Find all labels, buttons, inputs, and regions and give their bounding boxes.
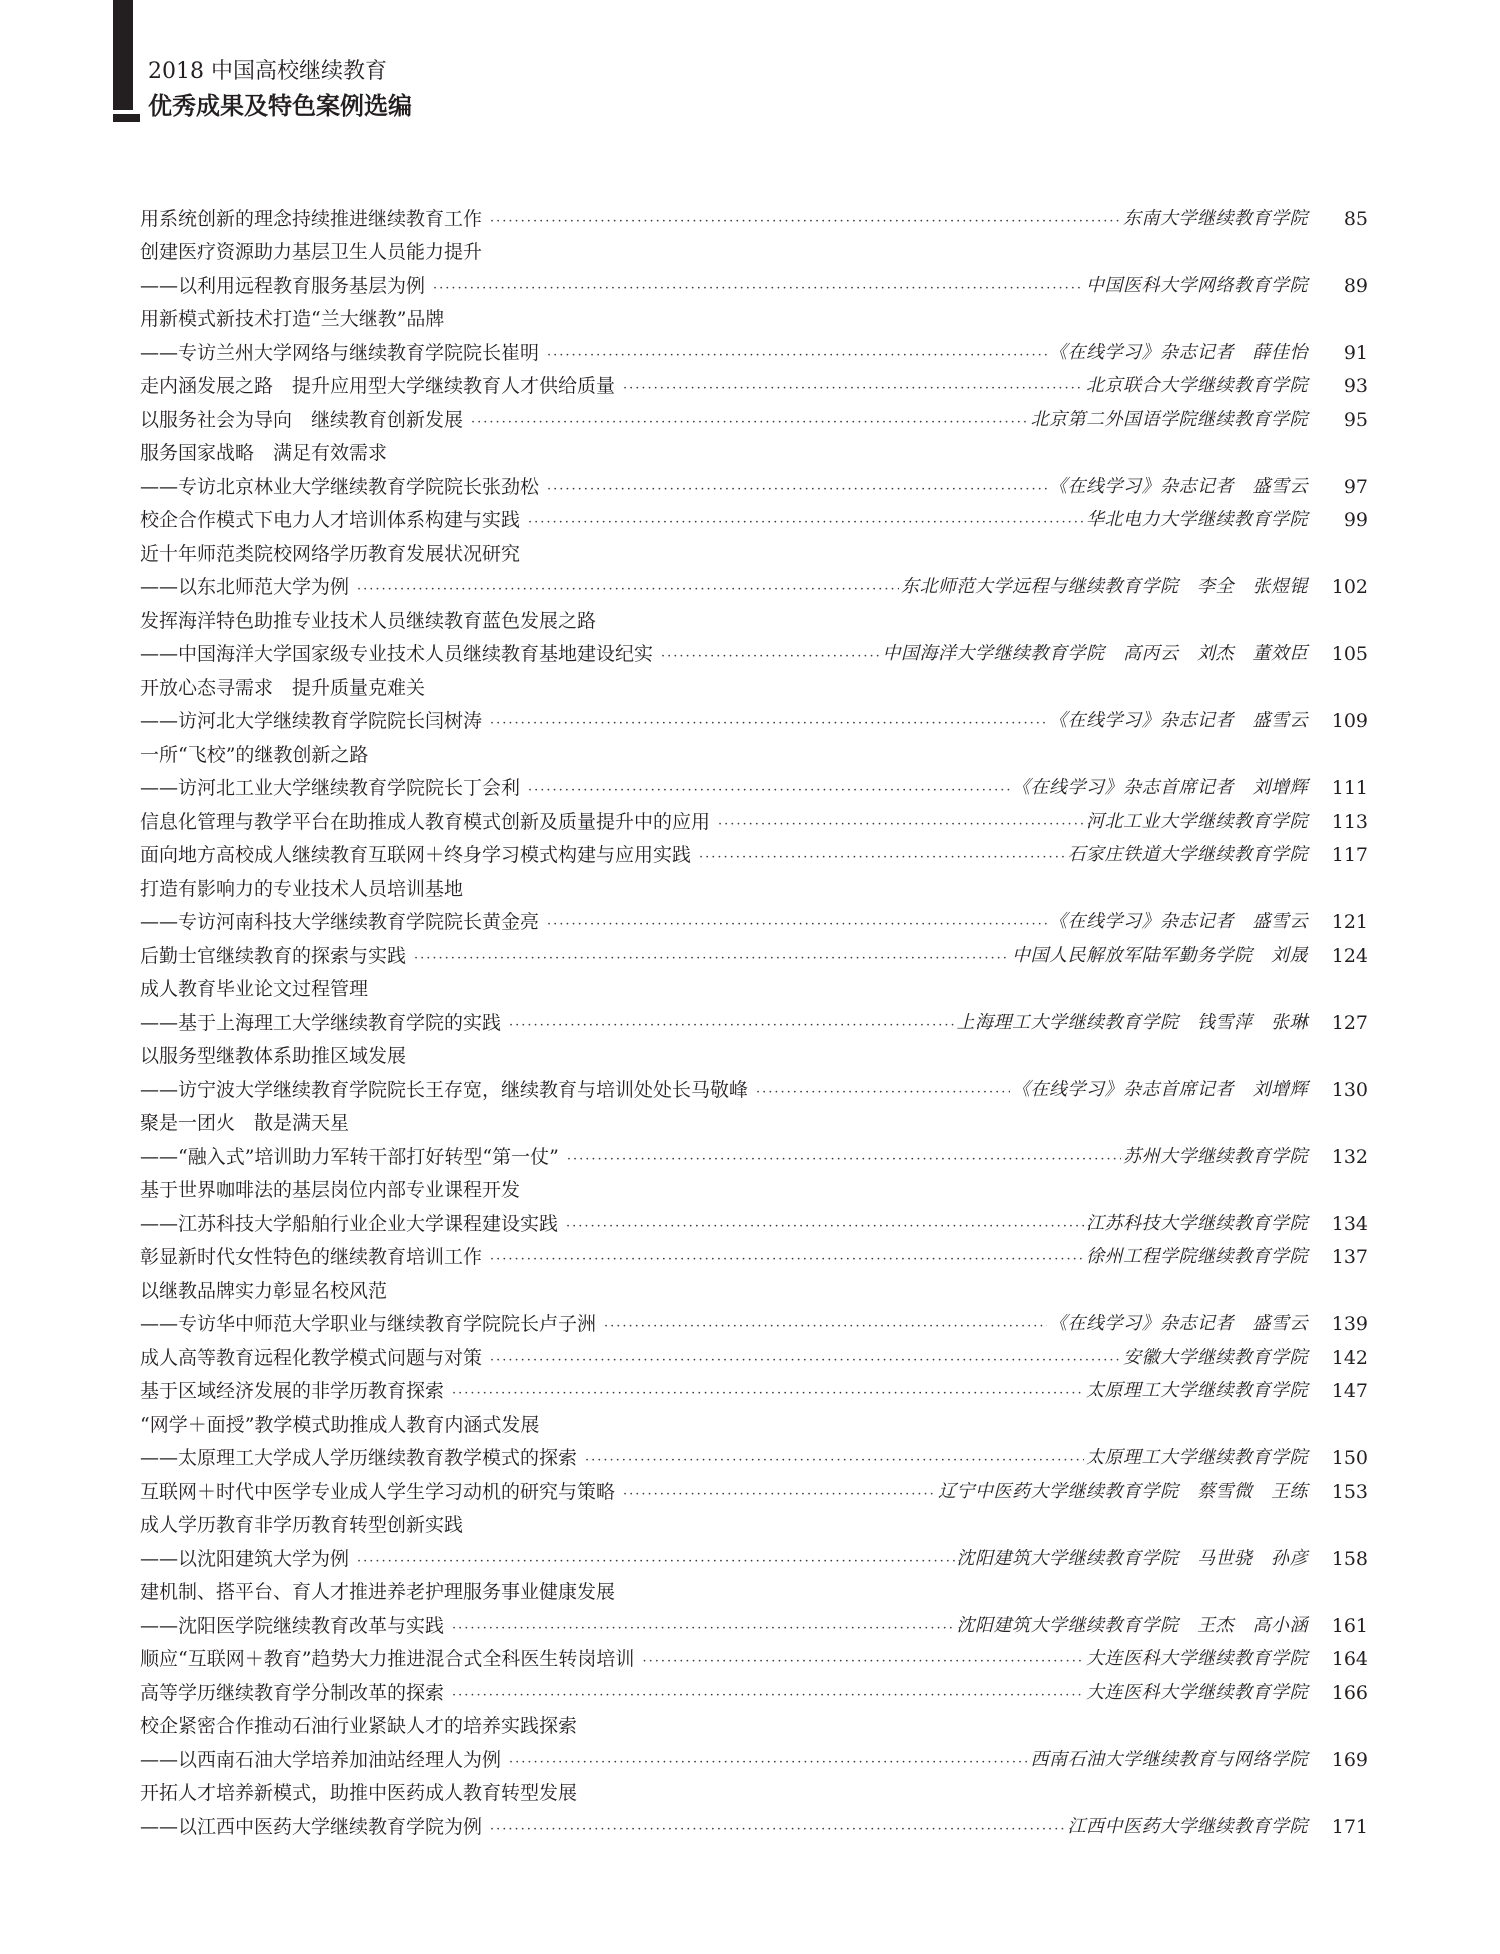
dot-leader (490, 1242, 1084, 1272)
toc-page-number: 153 (1331, 1480, 1368, 1503)
toc-subtitle: ——中国海洋大学国家级专业技术人员继续教育基地建设纪实 (140, 643, 654, 665)
toc-page-number: 132 (1331, 1145, 1368, 1168)
toc-entry[interactable] (140, 1473, 1368, 1507)
toc-entry[interactable] (140, 602, 1368, 669)
toc-subtitle: ——专访河南科技大学继续教育学院院长黄金亮 (140, 911, 540, 933)
toc-title: 面向地方高校成人继续教育互联网＋终身学习模式构建与应用实践 (140, 844, 692, 866)
toc-entry-subtitle-line (140, 1205, 1368, 1239)
dot-leader (490, 706, 1047, 736)
toc-entry-title-line (140, 1272, 1368, 1306)
toc-page-number: 105 (1331, 643, 1368, 665)
toc-subtitle: ——以江西中医药大学继续教育学院为例 (140, 1815, 483, 1838)
toc-title: 近十年师范类院校网络学历教育发展状况研究 (140, 542, 521, 565)
toc-entry[interactable] (140, 1641, 1368, 1675)
toc-page-number: 91 (1343, 341, 1368, 364)
toc-page-number: 134 (1331, 1212, 1368, 1235)
dot-leader (623, 371, 1084, 401)
toc-page-number: 158 (1331, 1547, 1368, 1570)
dot-leader (567, 1142, 1121, 1172)
toc-source: 辽宁中医药大学继续教育学院 蔡雪微 王练 (938, 1480, 1308, 1502)
toc-subtitle: ——以东北师范大学为例 (140, 576, 350, 598)
dot-leader (642, 1644, 1084, 1674)
toc-page-number: 124 (1331, 944, 1368, 967)
dot-leader (433, 271, 1084, 301)
toc-entry[interactable] (140, 1674, 1368, 1708)
toc-subtitle: ——专访华中师范大学职业与继续教育学院院长卢子洲 (140, 1313, 597, 1335)
toc-subtitle: ——基于上海理工大学继续教育学院的实践 (140, 1011, 502, 1034)
toc-entry-subtitle-line (140, 1071, 1368, 1105)
toc-source: 《在线学习》杂志记者 盛雪云 (1049, 710, 1308, 731)
toc-entry[interactable] (140, 1708, 1368, 1775)
dot-leader (566, 1209, 1084, 1239)
toc-source: 安徽大学继续教育学院 (1123, 1346, 1308, 1368)
toc-title: 基于区域经济发展的非学历教育探索 (140, 1380, 445, 1402)
toc-entry-subtitle-line (140, 1607, 1368, 1641)
toc-entry-title-line (140, 736, 1368, 770)
toc-source: 《在线学习》杂志首席记者 刘增辉 (1012, 777, 1308, 798)
toc-title: 以继教品牌实力彰显名校风范 (140, 1279, 388, 1302)
toc-entry-title-line (140, 1105, 1368, 1139)
toc-entry[interactable] (140, 1339, 1368, 1373)
dot-leader (623, 1477, 936, 1507)
dot-leader (471, 405, 1028, 435)
toc-title: 创建医疗资源助力基层卫生人员能力提升 (140, 241, 483, 263)
toc-entry-title-line (140, 837, 1368, 871)
toc-entry-subtitle-line (140, 636, 1368, 670)
toc-entry[interactable] (140, 870, 1368, 937)
toc-title: 发挥海洋特色助推专业技术人员继续教育蓝色发展之路 (140, 609, 597, 632)
dot-leader (547, 338, 1047, 368)
toc-entry[interactable] (140, 736, 1368, 803)
dot-leader (528, 505, 1084, 535)
toc-entry[interactable] (140, 837, 1368, 871)
toc-entry-title-line (140, 1406, 1368, 1440)
toc-entry[interactable] (140, 971, 1368, 1038)
toc-title: 基于世界咖啡法的基层岗位内部专业课程开发 (140, 1179, 521, 1201)
toc-entry-title-line (140, 1172, 1368, 1206)
toc-entry-subtitle-line (140, 770, 1368, 804)
toc-entry-subtitle-line (140, 1808, 1368, 1842)
toc-source: 华北电力大学继续教育学院 (1086, 509, 1308, 530)
table-of-contents (140, 200, 1368, 1842)
toc-entry-subtitle-line (140, 334, 1368, 368)
toc-page-number: 113 (1331, 810, 1368, 833)
toc-source: 北京联合大学继续教育学院 (1086, 375, 1308, 396)
toc-entry-title-line (140, 1038, 1368, 1072)
toc-entry-title-line (140, 803, 1368, 837)
toc-source: 苏州大学继续教育学院 (1123, 1145, 1308, 1167)
toc-entry-subtitle-line (140, 1440, 1368, 1474)
toc-subtitle: ——以利用远程教育服务基层为例 (140, 274, 426, 297)
toc-title: 服务国家战略 满足有效需求 (140, 442, 388, 464)
toc-entry-subtitle-line (140, 267, 1368, 301)
toc-entry-title-line (140, 669, 1368, 703)
toc-entry[interactable] (140, 803, 1368, 837)
toc-page-number: 164 (1331, 1648, 1368, 1670)
toc-source: 石家庄铁道大学继续教育学院 (1067, 844, 1308, 865)
dot-leader (490, 1343, 1121, 1373)
toc-entry-title-line (140, 368, 1368, 402)
toc-title: 彰显新时代女性特色的继续教育培训工作 (140, 1246, 483, 1268)
toc-entry-title-line (140, 1239, 1368, 1273)
toc-title: 聚是一团火 散是满天星 (140, 1112, 350, 1134)
toc-page-number: 89 (1343, 274, 1368, 297)
toc-source: 西南石油大学继续教育与网络学院 (1030, 1748, 1308, 1770)
toc-title: 开放心态寻需求 提升质量克难关 (140, 676, 426, 699)
dot-leader (509, 1745, 1028, 1775)
toc-page-number: 171 (1331, 1815, 1368, 1838)
toc-title: 建机制、搭平台、育人才推进养老护理服务事业健康发展 (140, 1581, 616, 1603)
toc-entry-title-line (140, 1507, 1368, 1541)
toc-entry-subtitle-line (140, 1306, 1368, 1340)
toc-entry-title-line (140, 502, 1368, 536)
dot-leader (452, 1611, 954, 1641)
dot-leader (699, 840, 1065, 870)
toc-entry-title-line (140, 200, 1368, 234)
toc-source: 太原理工大学继续教育学院 (1086, 1447, 1308, 1468)
toc-title: 开拓人才培养新模式，助推中医药成人教育转型发展 (140, 1782, 578, 1804)
toc-entry-subtitle-line (140, 904, 1368, 938)
toc-source: 江苏科技大学继续教育学院 (1086, 1212, 1308, 1234)
toc-page-number: 169 (1331, 1748, 1368, 1771)
toc-entry-title-line (140, 602, 1368, 636)
toc-entry-title-line (140, 435, 1368, 469)
toc-entry[interactable] (140, 200, 1368, 234)
dot-leader (414, 941, 1010, 971)
toc-source: 《在线学习》杂志记者 盛雪云 (1049, 911, 1308, 932)
toc-subtitle: ——太原理工大学成人学历继续教育教学模式的探索 (140, 1447, 578, 1469)
toc-subtitle: ——“融入式”培训助力军转干部打好转型“第一仗” (140, 1145, 559, 1168)
toc-source: 沈阳建筑大学继续教育学院 王杰 高小涵 (956, 1614, 1308, 1636)
toc-entry[interactable] (140, 234, 1368, 301)
toc-title: 成人高等教育远程化教学模式问题与对策 (140, 1346, 483, 1369)
toc-page-number: 93 (1343, 375, 1368, 397)
toc-title: 一所“飞校”的继教创新之路 (140, 743, 369, 766)
toc-title: 成人教育毕业论文过程管理 (140, 978, 369, 1000)
toc-title: 信息化管理与教学平台在助推成人教育模式创新及质量提升中的应用 (140, 810, 711, 833)
toc-subtitle: ——以沈阳建筑大学为例 (140, 1547, 350, 1570)
toc-source: 《在线学习》杂志记者 盛雪云 (1049, 475, 1308, 497)
toc-page-number: 130 (1331, 1078, 1368, 1101)
toc-entry[interactable] (140, 535, 1368, 602)
toc-entry[interactable] (140, 401, 1368, 435)
toc-page-number: 147 (1331, 1380, 1368, 1402)
toc-source: 大连医科大学继续教育学院 (1086, 1681, 1308, 1703)
toc-entry-subtitle-line (140, 1741, 1368, 1775)
toc-entry[interactable] (140, 937, 1368, 971)
dot-leader (661, 639, 880, 669)
toc-subtitle: ——访河北大学继续教育学院院长闫树涛 (140, 710, 483, 732)
toc-entry[interactable] (140, 1775, 1368, 1842)
toc-entry-title-line (140, 1339, 1368, 1373)
toc-source: 大连医科大学继续教育学院 (1086, 1648, 1308, 1669)
toc-entry-title-line (140, 1473, 1368, 1507)
toc-title: 用新模式新技术打造“兰大继教”品牌 (140, 308, 445, 330)
toc-title: 以服务型继教体系助推区域发展 (140, 1045, 407, 1067)
toc-source: 江西中医药大学继续教育学院 (1067, 1815, 1308, 1837)
toc-entry[interactable] (140, 301, 1368, 368)
toc-page-number: 85 (1343, 207, 1368, 230)
toc-entry[interactable] (140, 1172, 1368, 1239)
toc-source: 《在线学习》杂志记者 薛佳怡 (1049, 341, 1308, 363)
toc-source: 上海理工大学继续教育学院 钱雪萍 张琳 (956, 1011, 1308, 1033)
toc-page-number: 111 (1331, 777, 1368, 799)
toc-page-number: 102 (1331, 576, 1368, 598)
dot-leader (452, 1376, 1084, 1406)
toc-page-number: 121 (1331, 911, 1368, 933)
toc-entry-title-line (140, 1708, 1368, 1742)
dot-leader (604, 1309, 1047, 1339)
toc-source: 河北工业大学继续教育学院 (1086, 810, 1308, 832)
toc-entry-title-line (140, 1574, 1368, 1608)
toc-subtitle: ——专访兰州大学网络与继续教育学院院长崔明 (140, 341, 540, 364)
toc-entry-title-line (140, 1373, 1368, 1407)
toc-entry[interactable] (140, 1574, 1368, 1641)
toc-title: 高等学历继续教育学分制改革的探索 (140, 1681, 445, 1704)
toc-subtitle: ——专访北京林业大学继续教育学院院长张劲松 (140, 475, 540, 498)
toc-title: 成人学历教育非学历教育转型创新实践 (140, 1514, 464, 1536)
toc-entry-title-line (140, 971, 1368, 1005)
toc-title: 互联网＋时代中医学专业成人学生学习动机的研究与策略 (140, 1480, 616, 1503)
header-vertical-bar (113, 0, 133, 110)
toc-entry-title-line (140, 234, 1368, 268)
toc-page-number: 99 (1343, 509, 1368, 531)
toc-entry[interactable] (140, 502, 1368, 536)
dot-leader (528, 773, 1010, 803)
toc-page-number: 117 (1331, 844, 1368, 866)
toc-title: 打造有影响力的专业技术人员培训基地 (140, 877, 464, 900)
toc-subtitle: ——以西南石油大学培养加油站经理人为例 (140, 1748, 502, 1771)
toc-page-number: 142 (1331, 1346, 1368, 1369)
toc-title: 走内涵发展之路 提升应用型大学继续教育人才供给质量 (140, 375, 616, 397)
toc-entry[interactable] (140, 1239, 1368, 1273)
toc-entry-title-line (140, 937, 1368, 971)
toc-page-number: 109 (1331, 710, 1368, 732)
toc-title: 顺应“互联网＋教育”趋势大力推进混合式全科医生转岗培训 (140, 1648, 635, 1670)
toc-entry[interactable] (140, 669, 1368, 736)
toc-entry[interactable] (140, 368, 1368, 402)
toc-entry[interactable] (140, 1105, 1368, 1172)
toc-page-number: 166 (1331, 1681, 1368, 1704)
toc-entry-title-line (140, 1641, 1368, 1675)
toc-entry[interactable] (140, 1507, 1368, 1574)
toc-page-number: 127 (1331, 1011, 1368, 1034)
toc-title: “网学＋面授”教学模式助推成人教育内涵式发展 (140, 1413, 540, 1436)
dot-leader (357, 1544, 954, 1574)
toc-source: 徐州工程学院继续教育学院 (1086, 1246, 1308, 1267)
toc-source: 东北师范大学远程与继续教育学院 李全 张煜锟 (901, 576, 1308, 597)
dot-leader (490, 204, 1121, 234)
toc-title: 用系统创新的理念持续推进继续教育工作 (140, 207, 483, 230)
toc-entry[interactable] (140, 1038, 1368, 1105)
toc-subtitle: ——访河北工业大学继续教育学院院长丁会利 (140, 777, 521, 799)
dot-leader (490, 1812, 1065, 1842)
toc-source: 东南大学继续教育学院 (1123, 207, 1308, 229)
toc-subtitle: ——访宁波大学继续教育学院院长王存宽，继续教育与培训处处长马敬峰 (140, 1078, 749, 1101)
toc-page-number: 95 (1343, 408, 1368, 431)
header-horizontal-bar (113, 114, 140, 122)
toc-page-number: 150 (1331, 1447, 1368, 1469)
dot-leader (547, 907, 1047, 937)
toc-entry[interactable] (140, 1272, 1368, 1339)
toc-entry[interactable] (140, 1406, 1368, 1473)
toc-source: 《在线学习》杂志记者 盛雪云 (1049, 1313, 1308, 1334)
dot-leader (509, 1008, 954, 1038)
dot-leader (718, 807, 1084, 837)
toc-subtitle: ——沈阳医学院继续教育改革与实践 (140, 1614, 445, 1637)
toc-page-number: 137 (1331, 1246, 1368, 1268)
toc-entry-subtitle-line (140, 1138, 1368, 1172)
running-header-line1: 2018 中国高校继续教育 (148, 59, 387, 84)
toc-entry-subtitle-line (140, 1540, 1368, 1574)
toc-entry-subtitle-line (140, 468, 1368, 502)
dot-leader (756, 1075, 1010, 1105)
toc-entry-subtitle-line (140, 703, 1368, 737)
toc-source: 沈阳建筑大学继续教育学院 马世骁 孙彦 (956, 1547, 1308, 1569)
toc-entry-title-line (140, 870, 1368, 904)
dot-leader (585, 1443, 1084, 1473)
toc-source: 太原理工大学继续教育学院 (1086, 1380, 1308, 1401)
toc-source: 中国人民解放军陆军勤务学院 刘晟 (1012, 944, 1308, 966)
toc-entry-title-line (140, 535, 1368, 569)
toc-source: 中国医科大学网络教育学院 (1086, 274, 1308, 296)
toc-title: 校企合作模式下电力人才培训体系构建与实践 (140, 509, 521, 531)
toc-entry[interactable] (140, 1373, 1368, 1407)
toc-entry-title-line (140, 1674, 1368, 1708)
dot-leader (452, 1678, 1084, 1708)
toc-entry-title-line (140, 301, 1368, 335)
toc-title: 后勤士官继续教育的探索与实践 (140, 944, 407, 967)
toc-title: 校企紧密合作推动石油行业紧缺人才的培养实践探索 (140, 1715, 578, 1737)
toc-title: 以服务社会为导向 继续教育创新发展 (140, 408, 464, 431)
toc-page-number: 161 (1331, 1614, 1368, 1637)
toc-entry[interactable] (140, 435, 1368, 502)
toc-page-number: 139 (1331, 1313, 1368, 1335)
toc-subtitle: ——江苏科技大学船舶行业企业大学课程建设实践 (140, 1212, 559, 1235)
toc-entry-subtitle-line (140, 569, 1368, 603)
dot-leader (547, 472, 1047, 502)
toc-entry-title-line (140, 1775, 1368, 1809)
dot-leader (357, 572, 899, 602)
toc-page-number: 97 (1343, 475, 1368, 498)
toc-source: 中国海洋大学继续教育学院 高丙云 刘杰 董效臣 (882, 643, 1308, 664)
toc-entry-title-line (140, 401, 1368, 435)
toc-source: 北京第二外国语学院继续教育学院 (1030, 408, 1308, 430)
running-header-line2: 优秀成果及特色案例选编 (148, 92, 412, 120)
toc-source: 《在线学习》杂志首席记者 刘增辉 (1012, 1078, 1308, 1100)
toc-entry-subtitle-line (140, 1004, 1368, 1038)
